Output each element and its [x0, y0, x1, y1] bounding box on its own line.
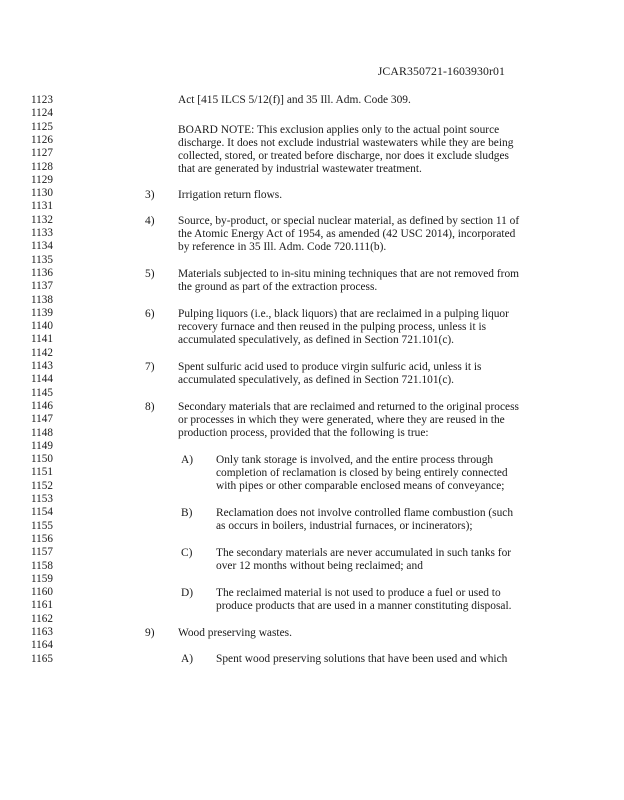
line-number: 1140 — [31, 320, 53, 333]
text-line: The secondary materials are never accumulated in such tanks for — [216, 547, 512, 559]
item-number: 6) — [145, 308, 155, 320]
line-number: 1125 — [31, 120, 53, 133]
item-number: 8) — [145, 401, 155, 413]
line-number: 1159 — [31, 572, 53, 585]
text-line: Irrigation return flows. — [178, 189, 283, 201]
text-line: that are generated by industrial wastewater treatment. — [178, 163, 422, 175]
text-line: Spent wood preserving solutions that have been used and which — [216, 653, 508, 665]
line-number: 1137 — [31, 280, 53, 293]
line-number: 1165 — [31, 652, 53, 665]
text-line: accumulated speculatively, as defined in Section 721.101(c). — [178, 374, 455, 386]
line-number: 1158 — [31, 559, 53, 572]
line-number: 1127 — [31, 147, 53, 160]
line-number: 1151 — [31, 466, 53, 479]
line-number: 1126 — [31, 133, 53, 146]
item-letter: D) — [181, 587, 194, 599]
text-line: the Atomic Energy Act of 1954, as amended (42 USC 2014), incorporated — [178, 228, 516, 240]
item-letter: B) — [181, 507, 193, 519]
line-number: 1124 — [31, 107, 53, 120]
line-number: 1138 — [31, 293, 53, 306]
text-line: Wood preserving wastes. — [178, 627, 292, 639]
line-number: 1136 — [31, 266, 53, 279]
text-line: Pulping liquors (i.e., black liquors) that are reclaimed in a pulping liquor — [178, 308, 509, 320]
text-line: recovery furnace and then reused in the pulping process, unless it is — [178, 321, 487, 333]
item-number: 4) — [145, 215, 155, 227]
document-id-header: JCAR350721-1603930r01 — [377, 64, 505, 78]
line-number: 1147 — [31, 413, 53, 426]
text-line: accumulated speculatively, as defined in Section 721.101(c). — [178, 334, 455, 346]
text-line: The reclaimed material is not used to produce a fuel or used to — [216, 587, 501, 599]
line-number: 1149 — [31, 439, 53, 452]
text-line: or processes in which they were generated, where they are reused in the — [178, 414, 505, 426]
text-line: Spent sulfuric acid used to produce virgin sulfuric acid, unless it is — [178, 361, 482, 373]
line-number: 1142 — [31, 346, 53, 359]
line-number: 1133 — [31, 227, 53, 239]
text-line: produce products that are used in a manner constituting disposal. — [216, 600, 512, 612]
line-number: 1146 — [31, 399, 53, 412]
text-line: as occurs in boilers, industrial furnaces, or incinerators); — [216, 520, 473, 532]
item-number: 7) — [145, 361, 155, 373]
line-number: 1141 — [31, 333, 53, 346]
text-line: by reference in 35 Ill. Adm. Code 720.111(b). — [178, 241, 387, 253]
line-number: 1150 — [31, 453, 53, 466]
line-number: 1152 — [31, 479, 53, 492]
line-number: 1154 — [31, 506, 53, 519]
item-letter: C) — [181, 547, 193, 559]
text-line: Reclamation does not involve controlled flame combustion (such — [216, 507, 514, 519]
text-line: over 12 months without being reclaimed; and — [216, 560, 423, 572]
text-line: Act [415 ILCS 5/12(f)] and 35 Ill. Adm. Code 309. — [178, 94, 411, 106]
text-line: BOARD NOTE: This exclusion applies only to the actual point source — [178, 124, 500, 136]
line-number: 1163 — [31, 626, 53, 638]
text-line: the ground as part of the extraction process. — [178, 281, 378, 293]
line-number: 1130 — [31, 187, 53, 200]
line-number: 1144 — [31, 373, 53, 386]
text-line: completion of reclamation is closed by being entirely connected — [216, 467, 508, 479]
line-number: 1139 — [31, 306, 53, 319]
line-number: 1160 — [31, 586, 53, 599]
line-number: 1131 — [31, 200, 53, 213]
line-number: 1157 — [31, 546, 53, 559]
line-number: 1123 — [31, 94, 53, 106]
text-line: production process, provided that the following is true: — [178, 427, 429, 439]
item-number: 5) — [145, 268, 155, 280]
text-line: collected, stored, or treated before discharge, nor does it exclude sludges — [178, 150, 509, 162]
text-line: discharge. It does not exclude industrial wastewaters while they are being — [178, 137, 514, 149]
text-line: Only tank storage is involved, and the entire process through — [216, 454, 494, 466]
line-number: 1135 — [31, 253, 53, 266]
line-number: 1164 — [31, 639, 53, 652]
item-number: 9) — [145, 627, 155, 639]
line-number: 1129 — [31, 173, 53, 186]
line-number: 1132 — [31, 213, 53, 226]
text-line: Secondary materials that are reclaimed and returned to the original process — [178, 401, 519, 413]
line-number: 1148 — [31, 426, 53, 439]
text-line: Materials subjected to in-situ mining techniques that are not removed from — [178, 268, 519, 280]
line-number: 1162 — [31, 612, 53, 625]
line-number: 1156 — [31, 532, 53, 545]
item-letter: A) — [181, 454, 194, 466]
line-number: 1143 — [31, 360, 53, 372]
text-line: with pipes or other comparable enclosed means of conveyance; — [216, 480, 505, 492]
line-number: 1155 — [31, 519, 53, 532]
line-number: 1161 — [31, 599, 53, 612]
item-number: 3) — [145, 189, 155, 201]
line-number: 1145 — [31, 386, 53, 399]
line-number: 1153 — [31, 493, 53, 505]
line-number: 1134 — [31, 240, 53, 253]
line-number: 1128 — [31, 160, 53, 173]
text-line: Source, by-product, or special nuclear material, as defined by section 11 of — [178, 215, 520, 227]
item-letter: A) — [181, 653, 194, 665]
